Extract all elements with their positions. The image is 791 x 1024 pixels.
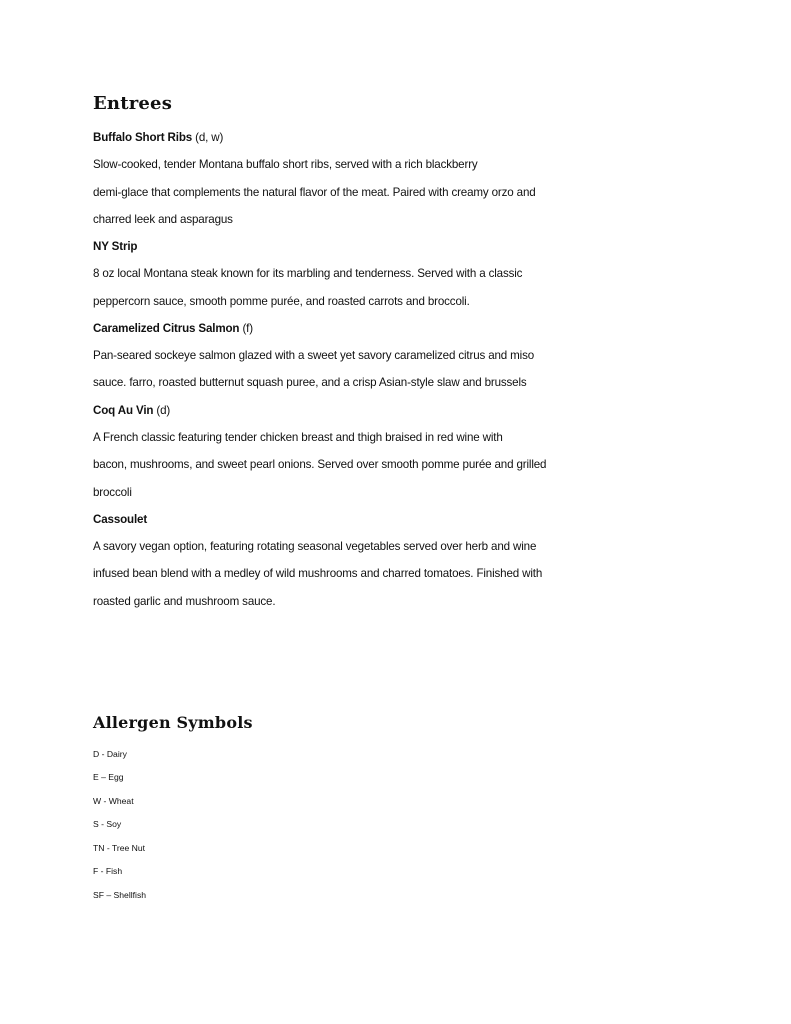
dish-description-line: broccoli	[93, 486, 132, 499]
dish-title-caramelized-citrus-salmon	[93, 322, 253, 336]
dish-title-buffalo-short-ribs	[93, 131, 223, 145]
dish-allergens: (f)	[242, 322, 253, 335]
dish-name: Cassoulet	[93, 513, 148, 526]
allergen-item-dairy: D - Dairy	[93, 749, 127, 759]
dish-name: Coq Au Vin	[93, 404, 154, 417]
dish-description-line: sauce. farro, roasted butternut squash puree, and a crisp Asian-style slaw and brussels	[93, 376, 527, 389]
dish-description-line: A French classic featuring tender chicken breast and thigh braised in red wine with	[93, 431, 503, 444]
dish-name: NY Strip	[93, 240, 138, 253]
dish-description-line: 8 oz local Montana steak known for its marbling and tenderness. Served with a classic	[93, 267, 523, 280]
dish-description-line: peppercorn sauce, smooth pomme purée, and roasted carrots and broccoli.	[93, 295, 470, 308]
allergen-item-tree-nut: TN - Tree Nut	[93, 843, 146, 853]
dish-description-line: charred leek and asparagus	[93, 213, 233, 226]
dish-title-ny-strip	[93, 240, 137, 254]
allergen-symbols-heading: Allergen Symbols	[93, 713, 253, 732]
entrees-heading: Entrees	[93, 93, 173, 114]
dish-name: Buffalo Short Ribs	[93, 131, 193, 144]
allergen-item-soy: S - Soy	[93, 819, 122, 829]
dish-description-line: Slow-cooked, tender Montana buffalo short ribs, served with a rich blackberry	[93, 158, 478, 171]
dish-title-cassoulet	[93, 513, 147, 527]
dish-description-line: demi-glace that complements the natural flavor of the meat. Paired with creamy orzo and	[93, 186, 536, 199]
dish-title-coq-au-vin	[93, 404, 170, 418]
allergen-item-egg: E – Egg	[93, 772, 124, 782]
dish-description-line: Pan-seared sockeye salmon glazed with a sweet yet savory caramelized citrus and miso	[93, 349, 535, 362]
allergen-item-wheat: W - Wheat	[93, 796, 134, 806]
dish-allergens: (d)	[156, 404, 171, 417]
allergen-item-fish: F - Fish	[93, 866, 123, 876]
allergen-item-shellfish: SF – Shellfish	[93, 890, 147, 900]
dish-name: Caramelized Citrus Salmon	[93, 322, 240, 335]
dish-description-line: roasted garlic and mushroom sauce.	[93, 595, 276, 608]
dish-description-line: infused bean blend with a medley of wild mushrooms and charred tomatoes. Finished with	[93, 567, 543, 580]
dish-allergens: (d, w)	[195, 131, 224, 144]
dish-description-line: A savory vegan option, featuring rotating seasonal vegetables served over herb and wine	[93, 540, 537, 553]
dish-description-line: bacon, mushrooms, and sweet pearl onions. Served over smooth pomme purée and grilled	[93, 458, 547, 471]
